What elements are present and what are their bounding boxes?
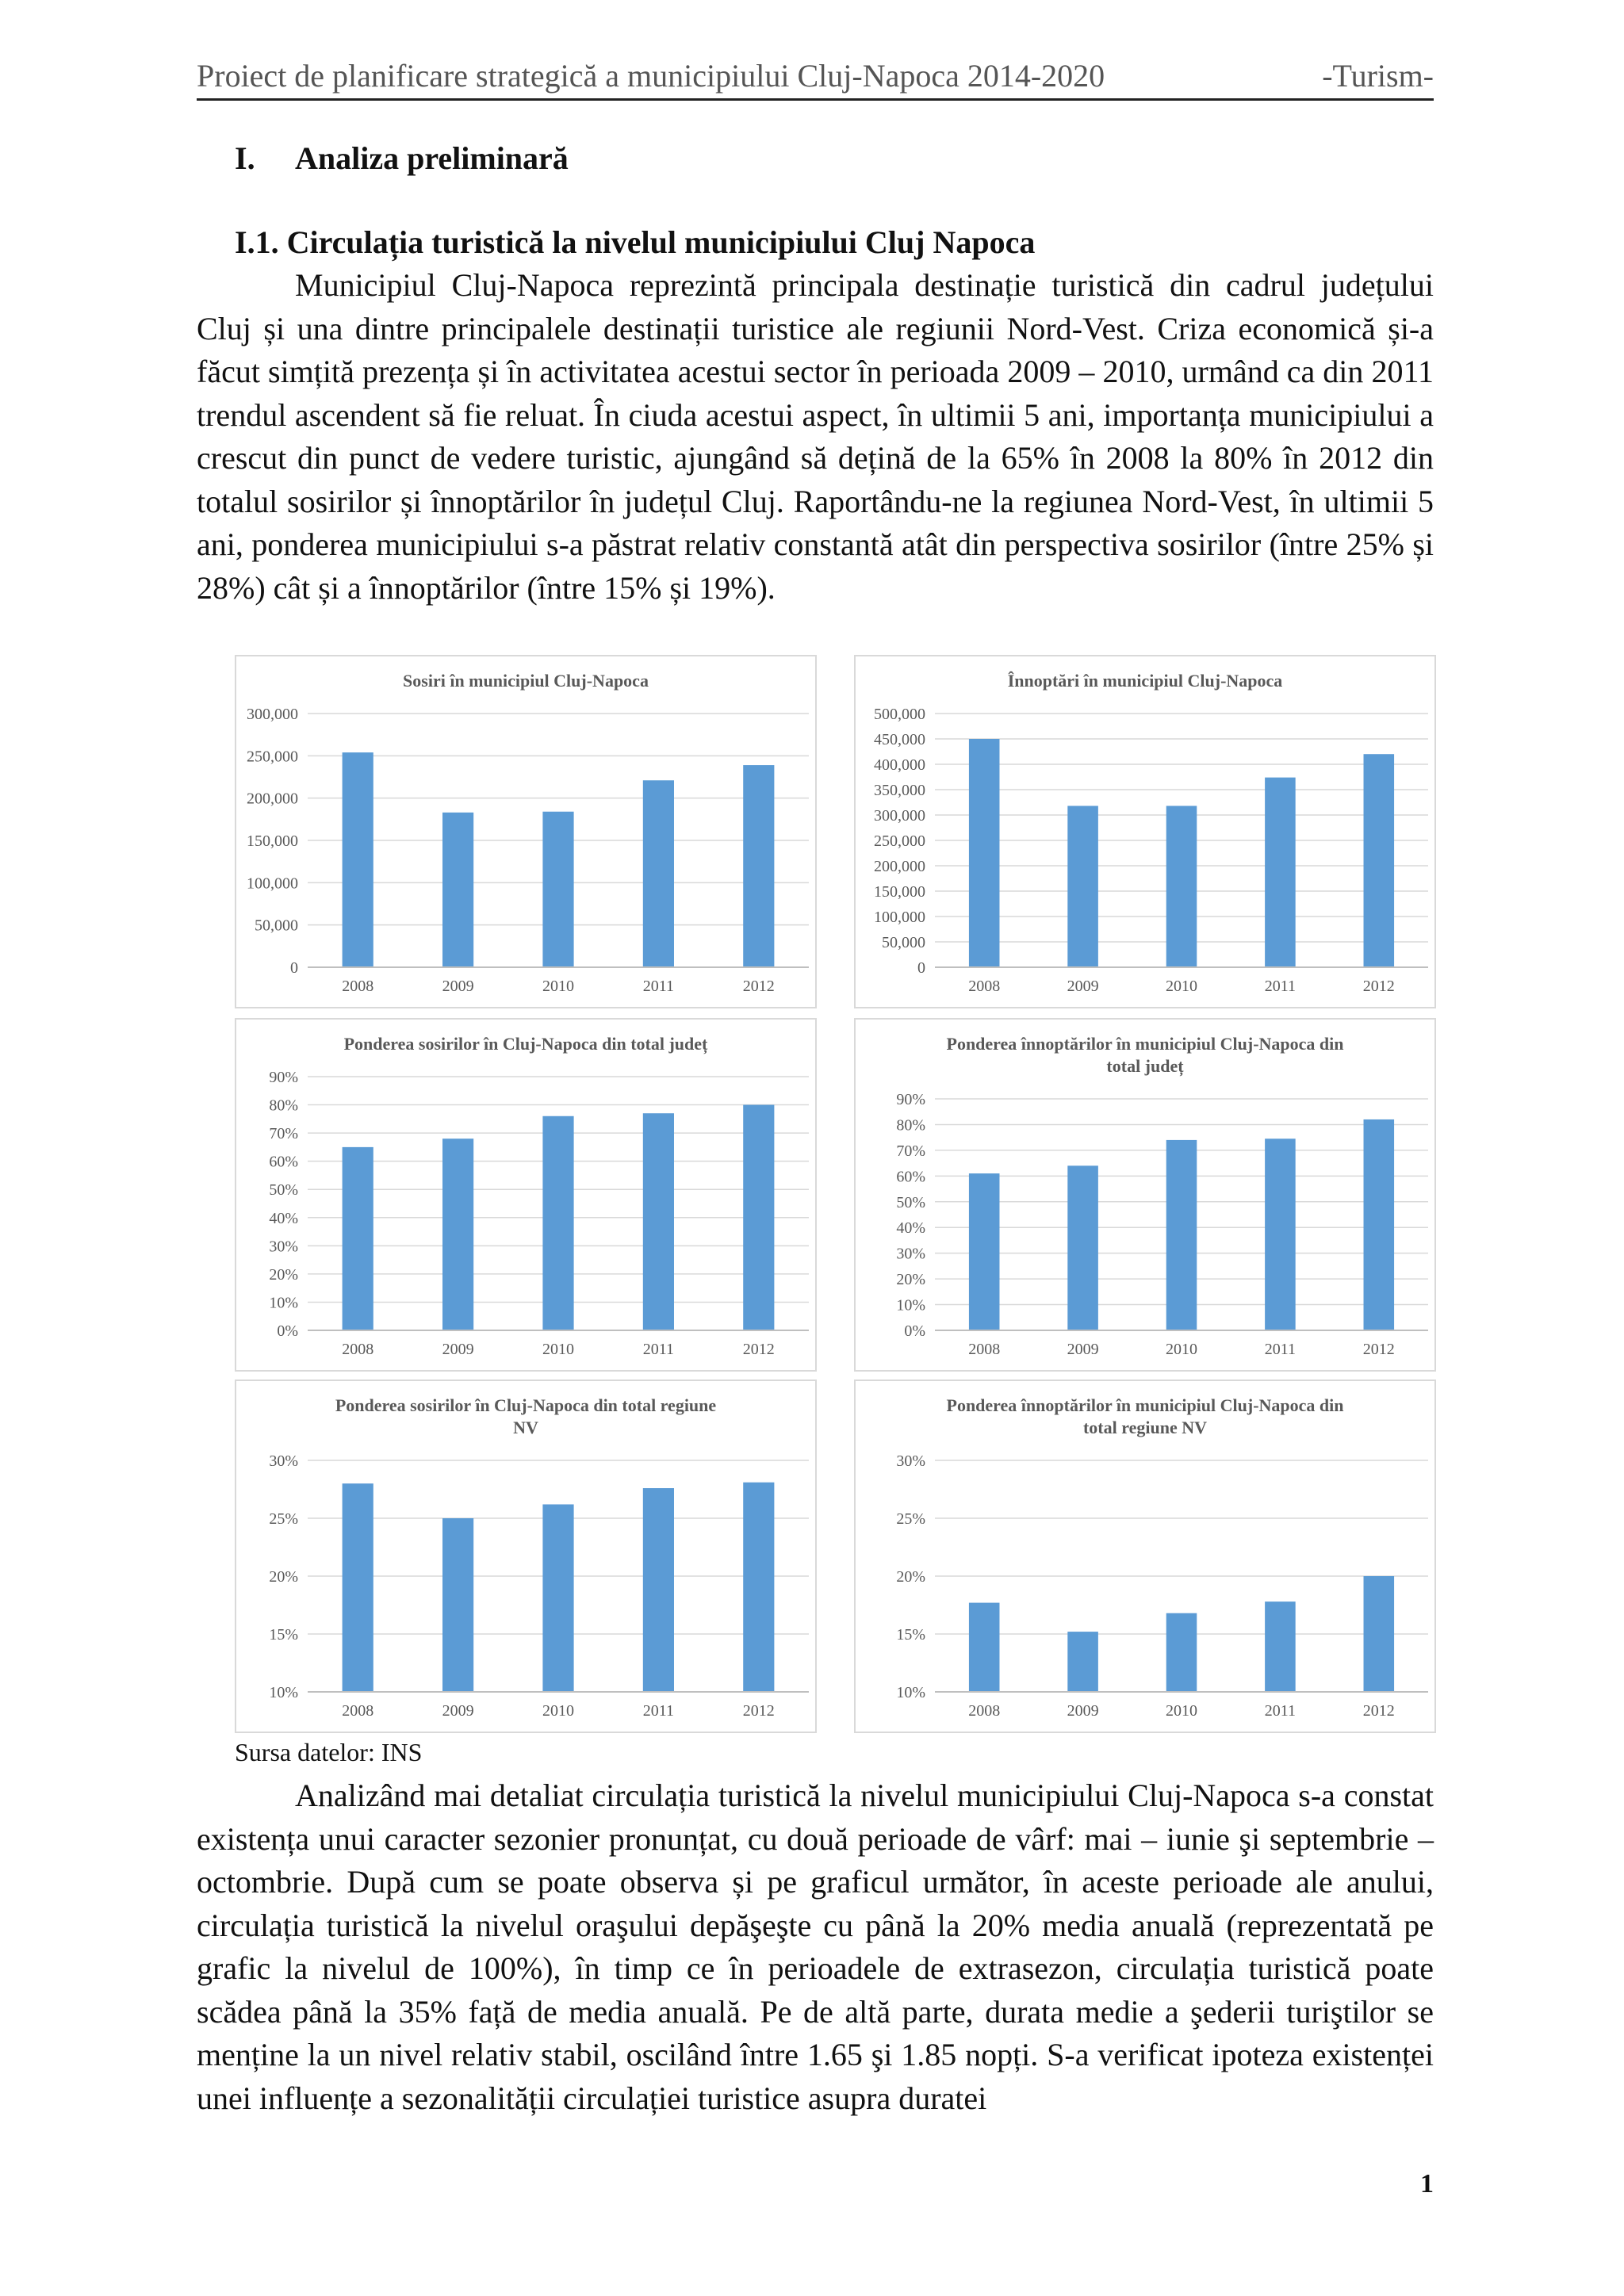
x-tick-label: 2010 <box>1166 1341 1197 1358</box>
y-tick-label: 40% <box>269 1209 298 1227</box>
x-tick-label: 2012 <box>742 978 775 995</box>
x-tick-label: 2010 <box>542 978 574 995</box>
paragraph-2: Analizând mai detaliat circulația turistică la nivelul municipiului Cluj-Napoca s-a constat existența unui caracter sezonier pronunțat, cu două perioade de vârf: mai – iunie şi septembrie – octombrie. După cum se poate observa și pe graficul următor, în aceste perioade ale anului, circulația turistică la nivelul oraşului depăşeşte cu până la 20% media anuală (reprezentată pe grafic la nivelul de 100%), în timp ce în perioadele de extrasezon, circulația turistică poate scădea până la 35% față de media anuală. Pe de altă parte, durata medie a şederii turiştilor se menține la un nivel relativ stabil, oscilând între 1.65 şi 1.85 nopți. S-a verificat ipoteza existenței unei influențe a sezonalității circulației turistice asupra duratei <box>197 1777 1434 2116</box>
bar-2008 <box>969 1603 1000 1692</box>
bar-2011 <box>1265 778 1296 967</box>
bar-2008 <box>969 739 1000 967</box>
chart-innoptari <box>854 655 1436 1008</box>
x-tick-label: 2012 <box>1362 1341 1395 1358</box>
paragraph-1: Municipiul Cluj-Napoca reprezintă principala destinație turistică din cadrul județului Cluj și una dintre principalele destinații turistice ale regiunii Nord-Vest. Criza economică și-a făcut simțită prezența și în activitatea acestui sector în perioada 2009 – 2010, urmând ca din 2011 trendul ascendent să fie reluat. În ciuda acestui aspect, în ultimii 5 ani, importanța municipiului a crescut din punct de vedere turistic, ajungând să dețină de la 65% în 2008 la 80% în 2012 din totalul sosirilor și înnoptărilor în județul Cluj. Raportându-ne la regiunea Nord-Vest, în ultimii 5 ani, ponderea municipiului s-a păstrat relativ constantă atât din perspectiva sosirilor (între 25% și 28%) cât și a înnoptărilor (între 15% și 19%). <box>197 267 1434 606</box>
y-tick-label: 80% <box>896 1116 925 1135</box>
x-tick-label: 2011 <box>642 1341 675 1358</box>
chart-sosiri <box>235 655 817 1008</box>
chart-title: Sosiri în municipiul Cluj-Napoca <box>403 671 649 691</box>
y-tick-label: 60% <box>269 1153 298 1171</box>
y-tick-label: 25% <box>269 1510 298 1528</box>
chart-title: Ponderea sosirilor în Cluj-Napoca din total regiune <box>335 1395 717 1415</box>
y-tick-label: 150,000 <box>247 832 298 850</box>
x-tick-label: 2010 <box>1166 978 1197 995</box>
chart-title: Ponderea înnoptărilor în municipiul Cluj-Napoca din <box>946 1034 1344 1054</box>
bar-2012 <box>743 1105 774 1330</box>
header-title: Proiect de planificare strategică a municipiului Cluj-Napoca 2014-2020 <box>197 58 1105 94</box>
bar-2008 <box>343 1147 373 1330</box>
y-tick-label: 70% <box>269 1125 298 1143</box>
bar-2008 <box>969 1173 1000 1330</box>
x-tick-label: 2008 <box>342 1341 374 1358</box>
chart-title: Ponderea sosirilor în Cluj-Napoca din total județ <box>343 1034 708 1054</box>
x-tick-label: 2008 <box>968 1702 1001 1720</box>
x-tick-label: 2009 <box>442 1702 474 1720</box>
y-tick-label: 10% <box>896 1684 925 1701</box>
x-tick-label: 2010 <box>542 1702 574 1720</box>
x-tick-label: 2010 <box>542 1341 574 1358</box>
y-tick-label: 20% <box>896 1271 925 1289</box>
chart-title: total regiune NV <box>1082 1418 1208 1437</box>
x-tick-label: 2012 <box>1362 978 1395 995</box>
chart-svg <box>236 656 815 1007</box>
y-tick-label: 50,000 <box>255 916 298 935</box>
x-tick-label: 2008 <box>342 978 374 995</box>
x-tick-label: 2012 <box>1362 1702 1395 1720</box>
y-tick-label: 60% <box>896 1168 925 1186</box>
y-tick-label: 50% <box>269 1181 298 1200</box>
chart-svg <box>236 1381 815 1732</box>
x-tick-label: 2010 <box>1166 1702 1197 1720</box>
y-tick-label: 70% <box>896 1142 925 1160</box>
section-heading <box>235 140 569 177</box>
y-tick-label: 0 <box>290 959 298 977</box>
y-tick-label: 0% <box>904 1322 925 1340</box>
chart-svg <box>856 1381 1434 1732</box>
bar-2009 <box>1067 1165 1098 1330</box>
y-tick-label: 10% <box>896 1296 925 1314</box>
chart-pondere-sosiri-judet <box>235 1018 817 1372</box>
y-tick-label: 200,000 <box>874 858 925 875</box>
x-tick-label: 2009 <box>442 978 474 995</box>
chart-pondere-sosiri-regiune <box>235 1380 817 1733</box>
y-tick-label: 20% <box>269 1568 298 1586</box>
bar-2010 <box>542 1116 573 1330</box>
bar-2011 <box>1265 1601 1296 1692</box>
y-tick-label: 0% <box>277 1322 298 1340</box>
bar-2011 <box>643 1488 674 1692</box>
x-tick-label: 2009 <box>442 1341 474 1358</box>
subsection-heading: I.1. Circulația turistică la nivelul municipiului Cluj Napoca <box>235 224 1036 260</box>
bar-2010 <box>1166 806 1197 967</box>
y-tick-label: 20% <box>896 1568 925 1586</box>
bar-2012 <box>1364 1119 1395 1330</box>
x-tick-label: 2012 <box>742 1702 775 1720</box>
y-tick-label: 200,000 <box>247 790 298 808</box>
x-tick-label: 2011 <box>1264 1702 1297 1720</box>
bar-2012 <box>743 765 774 967</box>
chart-title: Înnoptări în municipiul Cluj-Napoca <box>1007 671 1283 691</box>
bar-2011 <box>643 1113 674 1330</box>
header-rule <box>197 98 1434 101</box>
y-tick-label: 90% <box>269 1069 298 1086</box>
y-tick-label: 500,000 <box>874 706 925 723</box>
y-tick-label: 10% <box>269 1684 298 1701</box>
y-tick-label: 100,000 <box>874 909 925 926</box>
y-tick-label: 20% <box>269 1265 298 1284</box>
y-tick-label: 50,000 <box>882 934 925 951</box>
chart-pondere-innoptari-regiune <box>854 1380 1436 1733</box>
x-tick-label: 2008 <box>342 1702 374 1720</box>
bar-2010 <box>542 812 573 967</box>
x-tick-label: 2011 <box>642 1702 675 1720</box>
header-section: -Turism- <box>1322 58 1434 94</box>
bar-2009 <box>442 1138 473 1330</box>
y-tick-label: 400,000 <box>874 756 925 774</box>
chart-svg <box>856 1020 1434 1370</box>
x-tick-label: 2009 <box>1067 1702 1099 1720</box>
section-title: Analiza preliminară <box>295 140 569 176</box>
x-tick-label: 2008 <box>968 1341 1001 1358</box>
y-tick-label: 30% <box>269 1238 298 1256</box>
section-number: I. <box>235 140 255 176</box>
y-tick-label: 25% <box>896 1510 925 1528</box>
y-tick-label: 30% <box>896 1245 925 1263</box>
chart-title: NV <box>513 1418 538 1437</box>
bar-2009 <box>1067 806 1098 967</box>
chart-svg <box>856 656 1434 1007</box>
x-tick-label: 2009 <box>1067 978 1099 995</box>
x-tick-label: 2011 <box>642 978 675 995</box>
x-tick-label: 2011 <box>1264 1341 1297 1358</box>
page-number: 1 <box>1420 2169 1434 2198</box>
chart-title: Ponderea înnoptărilor în municipiul Cluj-Napoca din <box>946 1395 1344 1415</box>
y-tick-label: 250,000 <box>874 832 925 850</box>
y-tick-label: 150,000 <box>874 883 925 901</box>
y-tick-label: 15% <box>269 1626 298 1644</box>
bar-2010 <box>1166 1140 1197 1330</box>
y-tick-label: 100,000 <box>247 874 298 893</box>
bar-2012 <box>743 1483 774 1692</box>
bar-2009 <box>1067 1632 1098 1692</box>
y-tick-label: 10% <box>269 1294 298 1312</box>
y-tick-label: 300,000 <box>874 807 925 825</box>
bar-2010 <box>1166 1613 1197 1692</box>
bar-2012 <box>1364 754 1395 967</box>
y-tick-label: 250,000 <box>247 748 298 766</box>
y-tick-label: 450,000 <box>874 731 925 748</box>
y-tick-label: 30% <box>896 1452 925 1470</box>
chart-pondere-innoptari-judet <box>854 1018 1436 1372</box>
x-tick-label: 2012 <box>742 1341 775 1358</box>
y-tick-label: 40% <box>896 1219 925 1238</box>
bar-2011 <box>1265 1138 1296 1330</box>
y-tick-label: 300,000 <box>247 706 298 723</box>
bar-2008 <box>343 1483 373 1692</box>
bar-2010 <box>542 1504 573 1692</box>
y-tick-label: 350,000 <box>874 782 925 799</box>
x-tick-label: 2008 <box>968 978 1001 995</box>
x-tick-label: 2009 <box>1067 1341 1099 1358</box>
y-tick-label: 0 <box>917 959 925 977</box>
y-tick-label: 15% <box>896 1626 925 1644</box>
bar-2012 <box>1364 1576 1395 1692</box>
chart-title: total județ <box>1106 1056 1184 1076</box>
x-tick-label: 2011 <box>1264 978 1297 995</box>
y-tick-label: 90% <box>896 1091 925 1108</box>
bar-2008 <box>343 752 373 967</box>
bar-2011 <box>643 780 674 967</box>
y-tick-label: 30% <box>269 1452 298 1470</box>
chart-svg <box>236 1020 815 1370</box>
bar-2009 <box>442 813 473 967</box>
y-tick-label: 80% <box>269 1096 298 1115</box>
y-tick-label: 50% <box>896 1193 925 1211</box>
bar-2009 <box>442 1518 473 1692</box>
source-note: Sursa datelor: INS <box>235 1738 423 1766</box>
